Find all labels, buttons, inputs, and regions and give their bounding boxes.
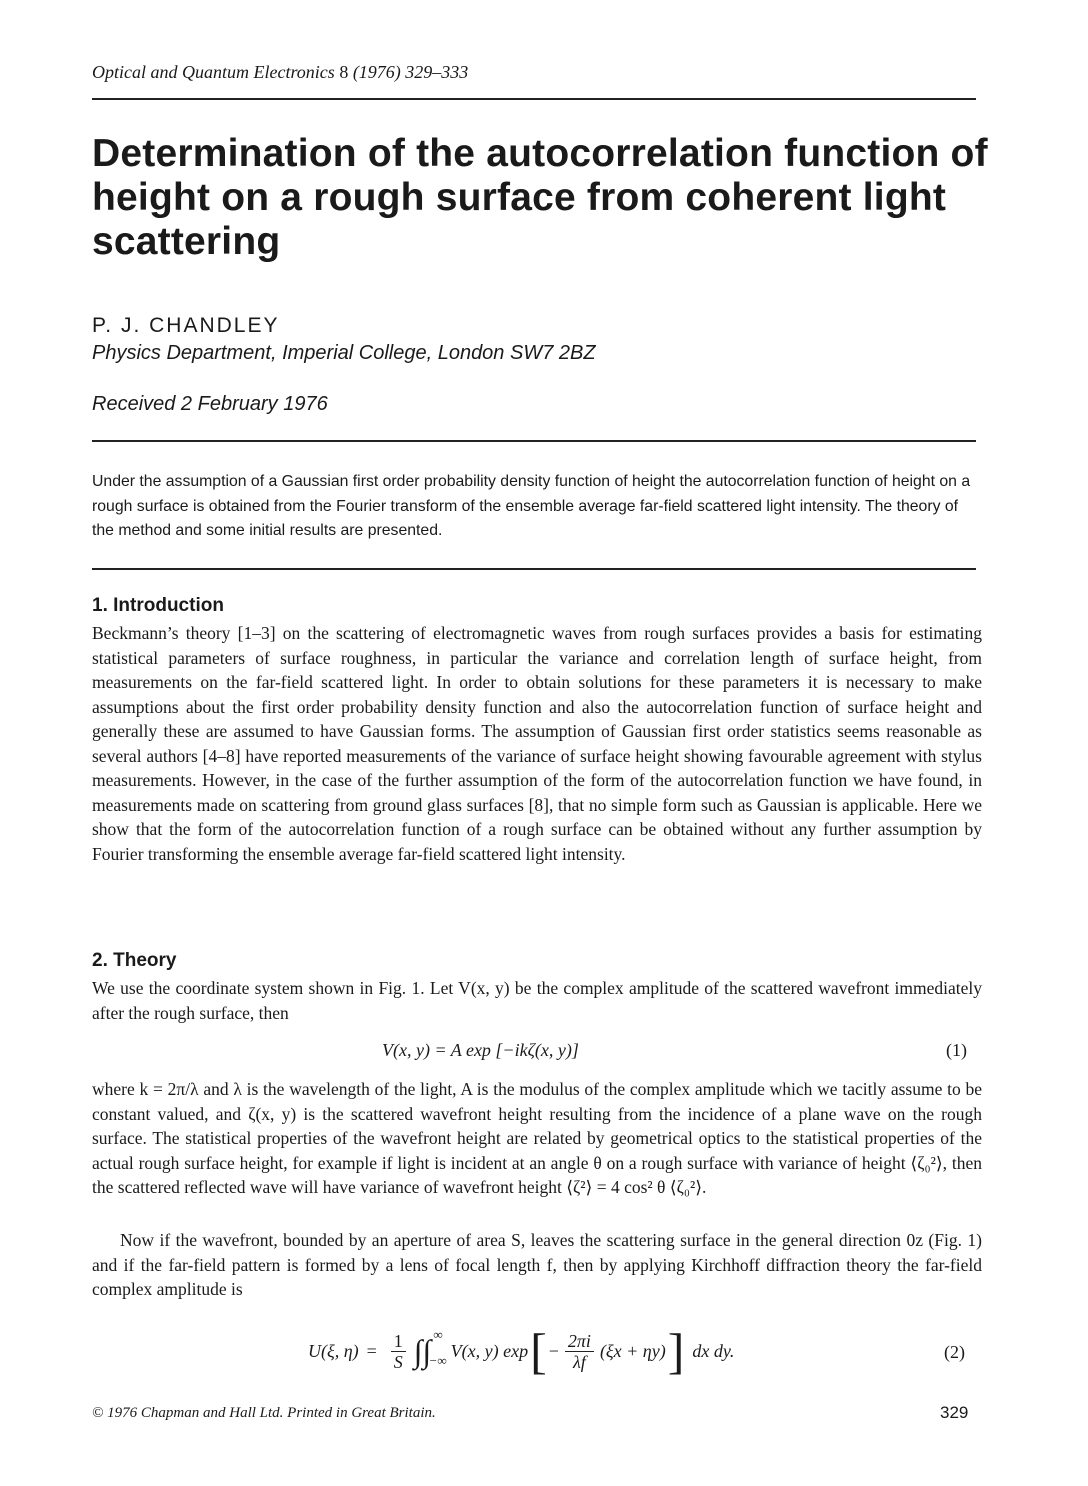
equation-2-minus: −	[548, 1340, 559, 1361]
prefactor-numerator: 1	[391, 1331, 406, 1352]
copyright-notice: © 1976 Chapman and Hall Ltd. Printed in Great Britain.	[92, 1405, 436, 1421]
equation-2-lhs: U(ξ, η)	[308, 1340, 359, 1361]
theory-paragraph-2: where k = 2π/λ and λ is the wavelength of the light, A is the modulus of the complex amplitude which we tacitly assume to be constant valued, and ζ(x, y) is the scattered wavefront height resulting from the incidence of a plane wave on the rough surface. The statistical properties of the wavefront height are related by geometrical optics to the statistical properties of the actual rough surface height, for example if light is incident at an angle θ on a rough surface with variance of height ⟨ζ₀²⟩, then the scattered reflected wave will have variance of wavefront height ⟨ζ²⟩ = 4 cos² θ ⟨ζ₀²⟩.	[92, 1079, 982, 1197]
introduction-paragraph: Beckmann’s theory [1–3] on the scattering of electromagnetic waves from rough surfaces provides a basis for estimating statistical parameters of surface roughness, in particular the variance and correlation length of surface height, from measurements on the far-field scattered light. In order to obtain solutions for these parameters it is necessary to make assumptions about the first order probability density function and also the autocorrelation function of surface height and generally these are assumed to have Gaussian forms. The assumption of Gaussian first order statistics seems reasonable as several authors [4–8] have reported measurements of the variance of surface height showing favourable agreement with stylus measurements. However, in the case of the further assumption of the form of the autocorrelation function we have found, in measurements made on scattering from ground glass surfaces [8], that no simple form such as Gaussian is applicable. Here we show that the form of the autocorrelation function of a rough surface can be obtained without any further assumption by Fourier transforming the ensemble average far-field scattered light intensity.	[92, 623, 982, 864]
left-bracket: [	[530, 1323, 547, 1379]
equation-2-prefactor	[391, 1331, 406, 1372]
double-integral-sign: ∫∫	[413, 1332, 432, 1369]
equation-2-equals: =	[366, 1340, 377, 1361]
author-affiliation: Physics Department, Imperial College, London SW7 2BZ	[92, 342, 596, 364]
integral-lower-limit: −∞	[428, 1353, 447, 1368]
equation-2-exponent-fraction	[565, 1331, 594, 1372]
equation-1: V(x, y) = A exp [−ikζ(x, y)]	[382, 1040, 579, 1060]
author-name: P. J. CHANDLEY	[92, 314, 280, 337]
exponent-numerator: 2πi	[565, 1331, 594, 1352]
equation-2-differentials: dx dy.	[692, 1340, 735, 1361]
equation-2-integrand: V(x, y) exp	[450, 1340, 529, 1361]
section-heading-introduction: 1. Introduction	[92, 595, 224, 616]
section-heading-theory: 2. Theory	[92, 950, 177, 971]
prefactor-denominator: S	[393, 1351, 403, 1372]
received-date: Received 2 February 1976	[92, 393, 328, 415]
equation-2-exponent-rest: (ξx + ηy)	[599, 1340, 666, 1361]
exponent-denominator: λf	[573, 1351, 586, 1372]
theory-paragraph-3: Now if the wavefront, bounded by an aperture of area S, leaves the scattering surface in the general direction 0z (Fig. 1) and if the far-field pattern is formed by a lens of focal length f, then by applying Kirchhoff diffraction theory the far-field complex amplitude is	[92, 1230, 982, 1299]
page-number: 329	[940, 1403, 969, 1422]
abstract-top-rule	[92, 440, 976, 442]
right-bracket: ]	[667, 1323, 685, 1379]
journal-volume: 8	[339, 62, 349, 82]
theory-paragraph-1: We use the coordinate system shown in Fig. 1. Let V(x, y) be the complex amplitude of the scattered wavefront immediately after the rough surface, then	[92, 978, 982, 1023]
journal-reference	[92, 62, 468, 83]
integral-upper-limit: ∞	[433, 1327, 443, 1342]
journal-year-pages: (1976) 329–333	[352, 62, 469, 82]
equation-2-number: (2)	[944, 1342, 965, 1362]
journal-name: Optical and Quantum Electronics	[92, 62, 335, 82]
header-rule	[92, 98, 976, 100]
abstract-bottom-rule	[92, 568, 976, 570]
equation-1-number: (1)	[946, 1040, 967, 1060]
paper-title: Determination of the autocorrelation function of height on a rough surface from coherent light scattering	[92, 132, 988, 263]
abstract: Under the assumption of a Gaussian first order probability density function of height the autocorrelation function of height on a rough surface is obtained from the Fourier transform of the ensemble average far-field scattered light intensity. The theory of the method and some initial results are presented.	[92, 473, 971, 539]
equation-2	[308, 1320, 734, 1382]
